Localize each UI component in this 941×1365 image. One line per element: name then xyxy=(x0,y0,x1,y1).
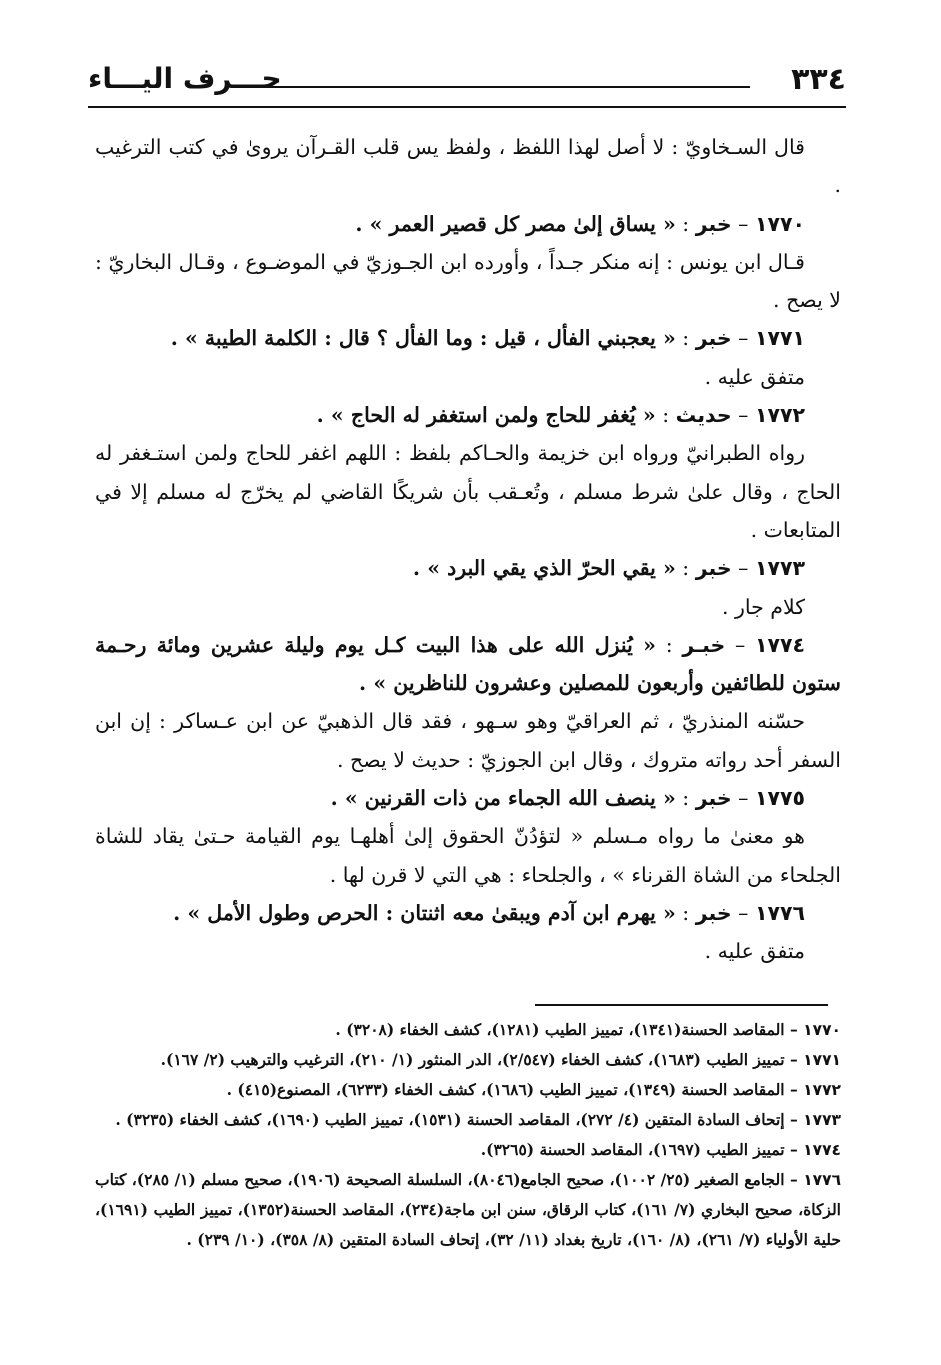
entry-type: خبر xyxy=(695,786,732,811)
commentary-paragraph xyxy=(95,817,841,894)
entry-type: خبر xyxy=(695,556,732,581)
entry-number: ١٧٧٦ xyxy=(754,900,805,925)
footnote: ١٧٧٢ – المقاصد الحسنة (١٣٤٩)، تمييز الطيب (١٦٨٦)، كشف الخفاء (٦٢٣٣)، المصنوع(٤١٥) . xyxy=(226,1080,841,1099)
entry-number: ١٧٧٠ xyxy=(754,211,805,236)
entry-paragraph: ١٧٧١ – خبر : « يعجبني الفأل ، قيل : وما الفأل ؟ قال : الكلمة الطيبة » . xyxy=(170,326,805,351)
commentary-text: متفق عليه . xyxy=(704,364,805,389)
entry-type: خبر xyxy=(695,326,732,351)
footnote: ١٧٧٦ – الجامع الصغير (٢٥/ ١٠٠٢)، صحيح الجامع(٨٠٤٦)، السلسلة الصحيحة (١٩٠٦)، صحيح مسلم (١/ ٢٨٥)، كتاب الزكاة، صحيح البخاري (٧/ ١٦١)، كتاب الرقاق، سنن ابن ماجة(٢٣٤)، المقاصد الحسنة(١٣٥٢)، تمييز الطيب (١٦٩١)، حلية الأولياء (٧/ ٢٦١)، (٨/ ١٦٠)، تاريخ بغداد (١١/ ٣٢)، إتحاف السادة المتقين (٨/ ٣٥٨)، (١٠/ ٢٣٩) . xyxy=(95,1170,842,1249)
footnote-text: تمييز الطيب (١٦٩٧)، المقاصد الحسنة (٣٢٦٥). xyxy=(480,1140,785,1159)
commentary-paragraph xyxy=(95,243,841,320)
entry-type: خبـر xyxy=(682,632,726,657)
main-text xyxy=(95,128,841,971)
entry-text: « يساق إلىٰ مصر كل قصير العمر » . xyxy=(355,211,676,236)
footnote: ١٧٧١ – تمييز الطيب (١٦٨٣)، كشف الخفاء (٢/٥٤٧)، الدر المنثور (١/ ٢١٠)، الترغيب والترهيب (٢/ ١٦٧). xyxy=(160,1050,841,1069)
header-line xyxy=(244,86,750,88)
footnotes xyxy=(95,1015,841,1255)
commentary-text: كلام جار . xyxy=(721,594,805,619)
footnote-number: ١٧٧٤ xyxy=(803,1141,841,1159)
entry-type: حديث xyxy=(675,403,732,428)
footnote: ١٧٧٤ – تمييز الطيب (١٦٩٧)، المقاصد الحسنة (٣٢٦٥). xyxy=(480,1140,841,1159)
commentary-paragraph xyxy=(95,128,841,205)
entry-number: ١٧٧٣ xyxy=(754,556,805,581)
footnote: ١٧٧٠ – المقاصد الحسنة(١٣٤١)، تمييز الطيب (١٢٨١)، كشف الخفاء (٣٢٠٨) . xyxy=(335,1020,841,1039)
footnote: ١٧٧٣ – إتحاف السادة المتقين (٤/ ٢٧٢)، المقاصد الحسنة (١٥٣١)، تمييز الطيب (١٦٩٠)، كشف الخفاء (٣٢٣٥) . xyxy=(115,1110,841,1129)
footnote-text: المقاصد الحسنة (١٣٤٩)، تمييز الطيب (١٦٨٦)، كشف الخفاء (٦٢٣٣)، المصنوع(٤١٥) . xyxy=(226,1080,785,1099)
entry-text: « يُنزل الله على هذا البيت كـل يوم وليلة عشرين ومائة رحـمة ستون للطائفين وأربعون للمصلين وعشرون للناظرين » . xyxy=(95,632,841,696)
entry-number: ١٧٧٢ xyxy=(754,403,805,428)
entry-text: « يعجبني الفأل ، قيل : وما الفأل ؟ قال : الكلمة الطيبة » . xyxy=(170,326,676,351)
commentary-text: هو معنىٰ ما رواه مـسلم « لتؤدُنّ الحقوق إلىٰ أهلهـا يوم القيامة حـتىٰ يقاد للشاة الجلحاء من الشاة القرناء » ، والجلحاء : هي التي لا قرن لها . xyxy=(95,824,841,887)
entry-text: « يقي الحرّ الذي يقي البرد » . xyxy=(412,556,676,581)
commentary-paragraph xyxy=(95,358,841,396)
footnote-text: تمييز الطيب (١٦٨٣)، كشف الخفاء (٢/٥٤٧)، الدر المنثور (١/ ٢١٠)، الترغيب والترهيب (٢/ ١٦٧). xyxy=(160,1050,785,1069)
commentary-paragraph xyxy=(95,588,841,626)
commentary-paragraph xyxy=(95,932,841,970)
entry-number: ١٧٧١ xyxy=(754,326,805,351)
entry-paragraph: ١٧٧٦ – خبر : « يهرم ابن آدم ويبقىٰ معه اثنتان : الحرص وطول الأمل » . xyxy=(173,900,805,925)
entry-type: خبر xyxy=(695,211,732,236)
commentary-paragraph xyxy=(95,702,841,779)
footnote-number: ١٧٧٣ xyxy=(803,1111,841,1129)
footnote-text: المقاصد الحسنة(١٣٤١)، تمييز الطيب (١٢٨١)، كشف الخفاء (٣٢٠٨) . xyxy=(335,1020,785,1039)
page-header xyxy=(88,52,846,102)
footnote-number: ١٧٧٢ xyxy=(803,1081,841,1099)
header-divider xyxy=(88,106,846,108)
entry-paragraph: ١٧٧٣ – خبر : « يقي الحرّ الذي يقي البرد » . xyxy=(412,556,805,581)
entry-text: « ينصف الله الجماء من ذات القرنين » . xyxy=(330,786,676,811)
commentary-paragraph xyxy=(95,434,841,549)
footnote-number: ١٧٧٦ xyxy=(803,1171,842,1189)
footnote-text: الجامع الصغير (٢٥/ ١٠٠٢)، صحيح الجامع(٨٠٤٦)، السلسلة الصحيحة (١٩٠٦)، صحيح مسلم (١/ ٢٨٥)، كتاب الزكاة، صحيح البخاري (٧/ ١٦١)، كتاب الرقاق، سنن ابن ماجة(٢٣٤)، المقاصد الحسنة(١٣٥٢)، تمييز الطيب (١٦٩١)، حلية الأولياء (٧/ ٢٦١)، (٨/ ١٦٠)، تاريخ بغداد (١١/ ٣٢)، إتحاف السادة المتقين (٨/ ٣٥٨)، (١٠/ ٢٣٩) . xyxy=(95,1170,841,1249)
commentary-text: رواه الطبرانيّ ورواه ابن خزيمة والحـاكم بلفظ : اللهم اغفر للحاج ولمن استـغفر له الحاج ، وقال علىٰ شرط مسلم ، وتُعـقب بأن شريكًا القاضي لم يخرّج له مسلم إلا في المتابعات . xyxy=(95,441,841,542)
commentary-text: متفق عليه . xyxy=(704,939,805,964)
running-title: حـــرف اليـــاء xyxy=(88,62,282,95)
commentary-text: قـال ابن يونس : إنه منكر جـداً ، وأورده ابن الجـوزيّ في الموضـوع ، وقـال البخاريّ : لا يصح . xyxy=(95,249,841,313)
footnote-number: ١٧٧٠ xyxy=(803,1021,841,1039)
commentary-text: حسّنه المنذريّ ، ثم العراقيّ وهو سـهو ، فقد قال الذهبيّ عن ابن عـساكر : إن ابن السفر أحد رواته متروك ، وقال ابن الجوزيّ : حديث لا يصح . xyxy=(95,709,841,772)
entry-number: ١٧٧٥ xyxy=(754,786,805,811)
page-number: ٣٣٤ xyxy=(791,62,846,97)
entry-number: ١٧٧٤ xyxy=(754,632,805,657)
commentary-text: قال السـخاويّ : لا أصل لهذا اللفظ ، ولفظ يس قلب القـرآن يروىٰ في كتب الترغيب . xyxy=(95,135,841,198)
footnote-text: إتحاف السادة المتقين (٤/ ٢٧٢)، المقاصد الحسنة (١٥٣١)، تمييز الطيب (١٦٩٠)، كشف الخفاء (٣٢٣٥) . xyxy=(115,1110,785,1129)
entry-paragraph: ١٧٧٥ – خبر : « ينصف الله الجماء من ذات القرنين » . xyxy=(330,786,805,811)
footnote-number: ١٧٧١ xyxy=(803,1051,841,1069)
entry-type: خبر xyxy=(695,900,732,925)
entry-text: « يهرم ابن آدم ويبقىٰ معه اثنتان : الحرص وطول الأمل » . xyxy=(173,900,676,925)
entry-paragraph: ١٧٧٢ – حديث : « يُغفر للحاج ولمن استغفر له الحاج » . xyxy=(316,403,805,428)
footnote-divider xyxy=(535,1004,828,1006)
entry-paragraph: ١٧٧٤ – خبـر : « يُنزل الله على هذا البيت كـل يوم وليلة عشرين ومائة رحـمة ستون للطائفين وأربعون للمصلين وعشرون للناظرين » . xyxy=(95,632,841,696)
entry-text: « يُغفر للحاج ولمن استغفر له الحاج » . xyxy=(316,403,656,428)
entry-paragraph: ١٧٧٠ – خبر : « يساق إلىٰ مصر كل قصير العمر » . xyxy=(355,211,805,236)
